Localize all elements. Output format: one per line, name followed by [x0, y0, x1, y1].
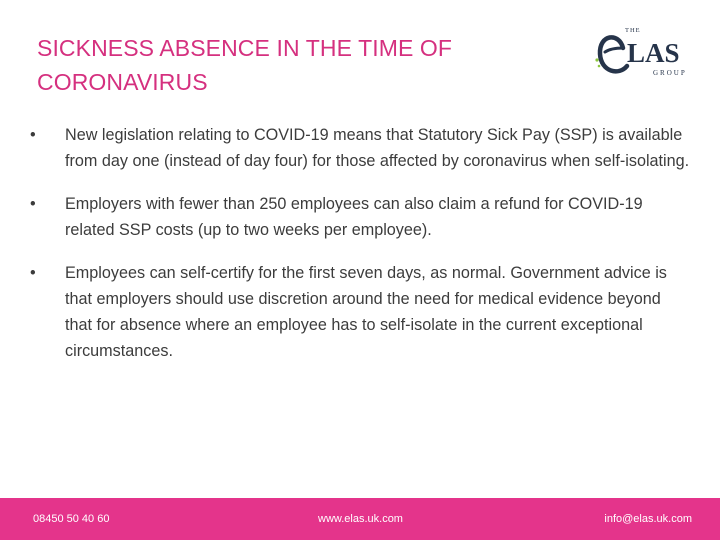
logo-las-text: LAS — [627, 38, 680, 68]
bullet-list — [30, 122, 690, 381]
bullet-text: Employers with fewer than 250 employees can also claim a refund for COVID-19 related SSP costs (up to two weeks per employee). — [65, 195, 643, 239]
bullet-marker: • — [30, 264, 36, 282]
footer-phone: 08450 50 40 60 — [33, 513, 110, 525]
bullet-marker: • — [30, 195, 36, 213]
bullet-item — [30, 260, 690, 364]
logo-accent-dot — [598, 65, 601, 68]
bullet-item — [30, 122, 690, 174]
elas-group-logo — [593, 22, 699, 84]
logo-group-text: GROUP — [653, 69, 687, 77]
footer-email-link[interactable]: info@elas.uk.com — [604, 513, 692, 525]
bullet-text: New legislation relating to COVID-19 means that Statutory Sick Pay (SSP) is available from day one (instead of day four) for those affected by coronavirus when self-isolating. — [65, 126, 690, 170]
bullet-text: Employees can self-certify for the first seven days, as normal. Government advice is that employers should use discretion around the need for medical evidence beyond that for absence where an employee has to self-isolate in the current exceptional circumstances. — [65, 264, 667, 360]
footer-website-link[interactable]: www.elas.uk.com — [318, 513, 403, 525]
footer-bar — [0, 498, 720, 540]
logo-e-swoosh — [600, 37, 627, 71]
bullet-marker: • — [30, 126, 36, 144]
bullet-item — [30, 191, 690, 243]
logo-the-text: THE — [625, 27, 641, 34]
logo-accent-dot — [595, 58, 598, 61]
slide-title: SICKNESS ABSENCE IN THE TIME OF CORONAVIRUS — [37, 35, 453, 95]
logo-e-bar — [605, 48, 623, 52]
